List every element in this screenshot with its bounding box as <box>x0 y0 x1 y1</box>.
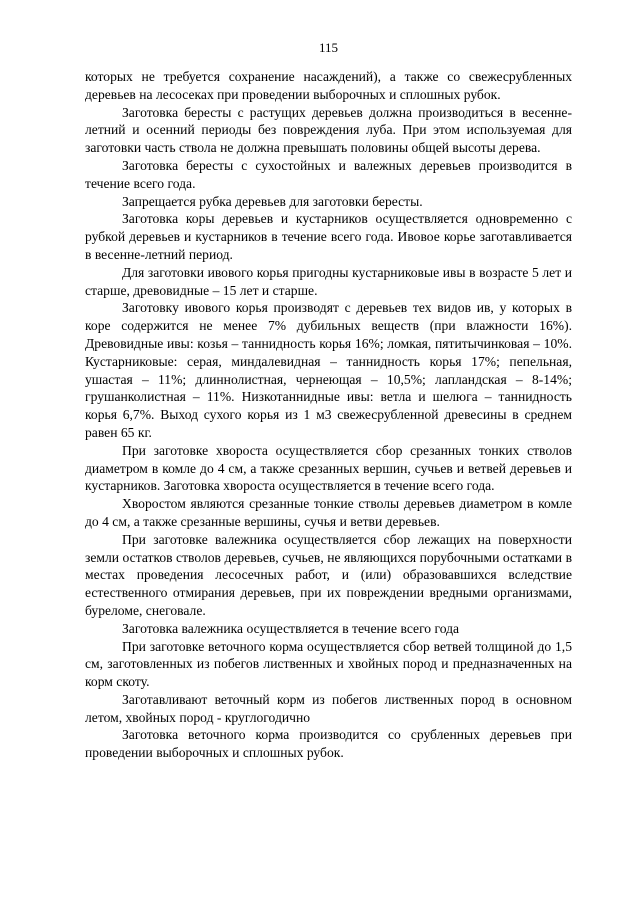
paragraph: Для заготовки ивового корья пригодны кустарниковые ивы в возрасте 5 лет и старше, древовидные – 15 лет и старше. <box>85 264 572 298</box>
paragraph: Запрещается рубка деревьев для заготовки бересты. <box>122 193 423 209</box>
paragraph: Заготавливают веточный корм из побегов лиственных пород в основном летом, хвойных пород - круглогодично <box>85 691 572 725</box>
paragraph: Заготовку ивового корья производят с деревьев тех видов ив, у которых в коре содержится не менее 7% дубильных веществ (при влажности 16%). Древовидные ивы: козья – таннидность корья 16%; ломкая, пятитычинковая – 10%. Кустарниковые: серая, миндалевидная – таннидность корья 17%; пепельная, ушастая – 11%; длиннолистная, чернеющая – 10,5%; лапландская – 8-14%; грушанколистная – 11%. Низкотаннидные ивы: ветла и шелюга – таннидность корья 6,7%. Выход сухого корья из 1 м3 свежесрубленной древесины в среднем равен 65 кг. <box>85 300 572 440</box>
paragraph: Заготовка валежника осуществляется в течение всего года <box>122 620 460 636</box>
paragraph: Заготовка бересты с растущих деревьев должна производиться в весенне-летний и осенний периоды без повреждения луба. При этом используемая для заготовки часть ствола не должна превышать половины общей высоты дерева. <box>85 104 572 156</box>
paragraph: При заготовке веточного корма осуществляется сбор ветвей толщиной до 1,5 см, заготовленных из побегов лиственных и хвойных пород и предназначенных на корм скоту. <box>85 638 572 690</box>
paragraph: При заготовке хвороста осуществляется сбор срезанных тонких стволов диаметром в комле до 4 см, а также срезанных вершин, сучьев и ветвей деревьев и кустарников. Заготовка хвороста осуществляется в течение всего года. <box>85 442 572 494</box>
body-text <box>85 68 572 762</box>
paragraph: которых не требуется сохранение насаждений), а также со свежесрубленных деревьев на лесосеках при проведении выборочных и сплошных рубок. <box>85 69 572 102</box>
paragraph: При заготовке валежника осуществляется сбор лежащих на поверхности земли остатков стволов деревьев, сучьев, не являющихся порубочными остатками в местах проведения лесосечных работ, и (или) образовавшихся вследствие естественного отмирания деревьев, при их повреждении вредными организмами, буреломе, снеговале. <box>85 531 572 618</box>
paragraph: Заготовка коры деревьев и кустарников осуществляется одновременно с рубкой деревьев и кустарников в течение всего года. Ивовое корье заготавливается в весенне-летний период. <box>85 211 572 262</box>
page-number: 115 <box>318 40 339 55</box>
paragraph: Заготовка бересты с сухостойных и валежных деревьев производится в течение всего года. <box>85 157 572 191</box>
paragraph: Заготовка веточного корма производится со срубленных деревьев при проведении выборочных и сплошных рубок. <box>85 727 572 761</box>
paragraph: Хворостом являются срезанные тонкие стволы деревьев диаметром в комле до 4 см, а также срезанные вершины, сучья и ветви деревьев. <box>85 496 572 529</box>
